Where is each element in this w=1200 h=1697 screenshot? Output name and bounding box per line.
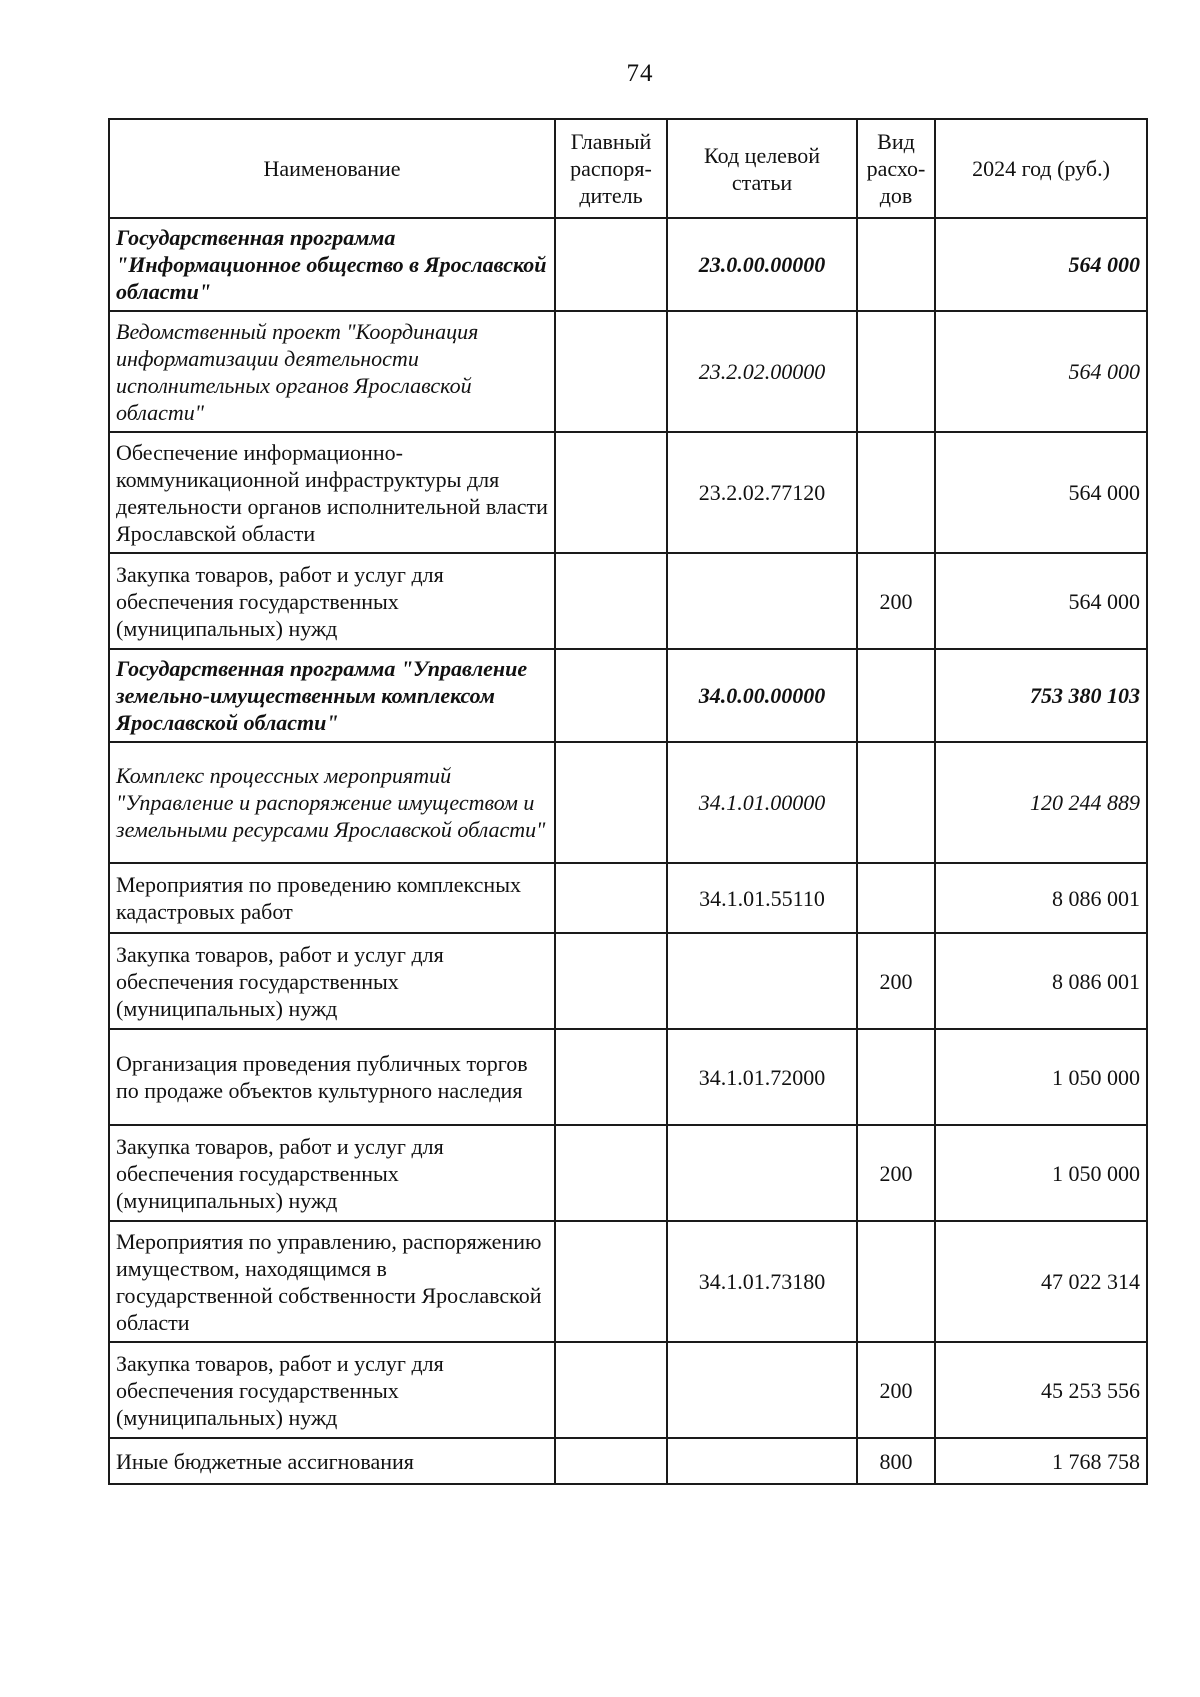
row-name: Комплекс процессных мероприятий "Управление и распоряжение имуществом и земельными ресурсами Ярославской области": [109, 742, 555, 863]
table-row: [109, 649, 1147, 742]
row-glavny: [555, 649, 667, 742]
row-vid: [857, 1029, 935, 1125]
row-name: Мероприятия по управлению, распоряжению имуществом, находящимся в государственной собственности Ярославской области: [109, 1221, 555, 1342]
table-row: [109, 311, 1147, 432]
header-sum: 2024 год (руб.): [935, 119, 1147, 218]
row-vid: 200: [857, 1342, 935, 1438]
row-name: Мероприятия по проведению комплексных кадастровых работ: [109, 863, 555, 933]
row-glavny: [555, 311, 667, 432]
row-code: 23.2.02.77120: [667, 432, 857, 553]
row-sum: 564 000: [935, 553, 1147, 649]
row-name: Закупка товаров, работ и услуг для обеспечения государственных (муниципальных) нужд: [109, 933, 555, 1029]
table-header-row: [109, 119, 1147, 218]
row-name: Закупка товаров, работ и услуг для обеспечения государственных (муниципальных) нужд: [109, 1342, 555, 1438]
row-sum: 120 244 889: [935, 742, 1147, 863]
row-glavny: [555, 1438, 667, 1484]
table-row: [109, 742, 1147, 863]
header-code: Код целевой статьи: [667, 119, 857, 218]
page-number: 74: [626, 60, 654, 87]
row-sum: 1 768 758: [935, 1438, 1147, 1484]
table-row: [109, 1029, 1147, 1125]
row-vid: 200: [857, 553, 935, 649]
row-vid: 800: [857, 1438, 935, 1484]
table-row: [109, 1125, 1147, 1221]
row-vid: [857, 1221, 935, 1342]
row-code: [667, 1342, 857, 1438]
row-glavny: [555, 218, 667, 311]
row-glavny: [555, 1342, 667, 1438]
row-code: 34.1.01.00000: [667, 742, 857, 863]
table-row: [109, 1342, 1147, 1438]
row-code: 34.1.01.55110: [667, 863, 857, 933]
row-code: [667, 1438, 857, 1484]
table-row: [109, 863, 1147, 933]
row-vid: 200: [857, 933, 935, 1029]
table-row: [109, 933, 1147, 1029]
row-vid: [857, 863, 935, 933]
row-code: [667, 933, 857, 1029]
table-row: [109, 218, 1147, 311]
row-name: Обеспечение информационно-коммуникационной инфраструктуры для деятельности органов исполнительной власти Ярославской области: [109, 432, 555, 553]
row-name: Ведомственный проект "Координация информатизации деятельности исполнительных органов Ярославской области": [109, 311, 555, 432]
row-name: Государственная программа "Управление земельно-имущественным комплексом Ярославской области": [109, 649, 555, 742]
header-glavny: Главный распоря-дитель: [555, 119, 667, 218]
header-name: Наименование: [109, 119, 555, 218]
row-glavny: [555, 1029, 667, 1125]
row-code: 34.1.01.73180: [667, 1221, 857, 1342]
row-sum: 8 086 001: [935, 863, 1147, 933]
row-glavny: [555, 432, 667, 553]
row-vid: [857, 311, 935, 432]
row-sum: 8 086 001: [935, 933, 1147, 1029]
row-sum: 47 022 314: [935, 1221, 1147, 1342]
row-sum: 564 000: [935, 311, 1147, 432]
row-glavny: [555, 1125, 667, 1221]
row-name: Закупка товаров, работ и услуг для обеспечения государственных (муниципальных) нужд: [109, 1125, 555, 1221]
row-sum: 1 050 000: [935, 1125, 1147, 1221]
row-sum: 564 000: [935, 432, 1147, 553]
row-code: [667, 1125, 857, 1221]
header-vid: Вид расхо-дов: [857, 119, 935, 218]
row-vid: 200: [857, 1125, 935, 1221]
row-code: 34.0.00.00000: [667, 649, 857, 742]
row-vid: [857, 432, 935, 553]
row-code: 23.2.02.00000: [667, 311, 857, 432]
budget-table: [108, 118, 1148, 1485]
table-body: [109, 218, 1147, 1484]
row-glavny: [555, 933, 667, 1029]
row-vid: [857, 649, 935, 742]
row-code: 23.0.00.00000: [667, 218, 857, 311]
table-row: [109, 1221, 1147, 1342]
table-row: [109, 553, 1147, 649]
row-vid: [857, 742, 935, 863]
row-sum: 45 253 556: [935, 1342, 1147, 1438]
row-glavny: [555, 553, 667, 649]
row-sum: 753 380 103: [935, 649, 1147, 742]
table-row: [109, 432, 1147, 553]
row-name: Иные бюджетные ассигнования: [109, 1438, 555, 1484]
row-sum: 564 000: [935, 218, 1147, 311]
row-glavny: [555, 1221, 667, 1342]
row-code: 34.1.01.72000: [667, 1029, 857, 1125]
row-glavny: [555, 742, 667, 863]
row-glavny: [555, 863, 667, 933]
row-name: Организация проведения публичных торгов по продаже объектов культурного наследия: [109, 1029, 555, 1125]
table-row: [109, 1438, 1147, 1484]
row-code: [667, 553, 857, 649]
row-name: Закупка товаров, работ и услуг для обеспечения государственных (муниципальных) нужд: [109, 553, 555, 649]
row-sum: 1 050 000: [935, 1029, 1147, 1125]
row-vid: [857, 218, 935, 311]
row-name: Государственная программа "Информационное общество в Ярославской области": [109, 218, 555, 311]
